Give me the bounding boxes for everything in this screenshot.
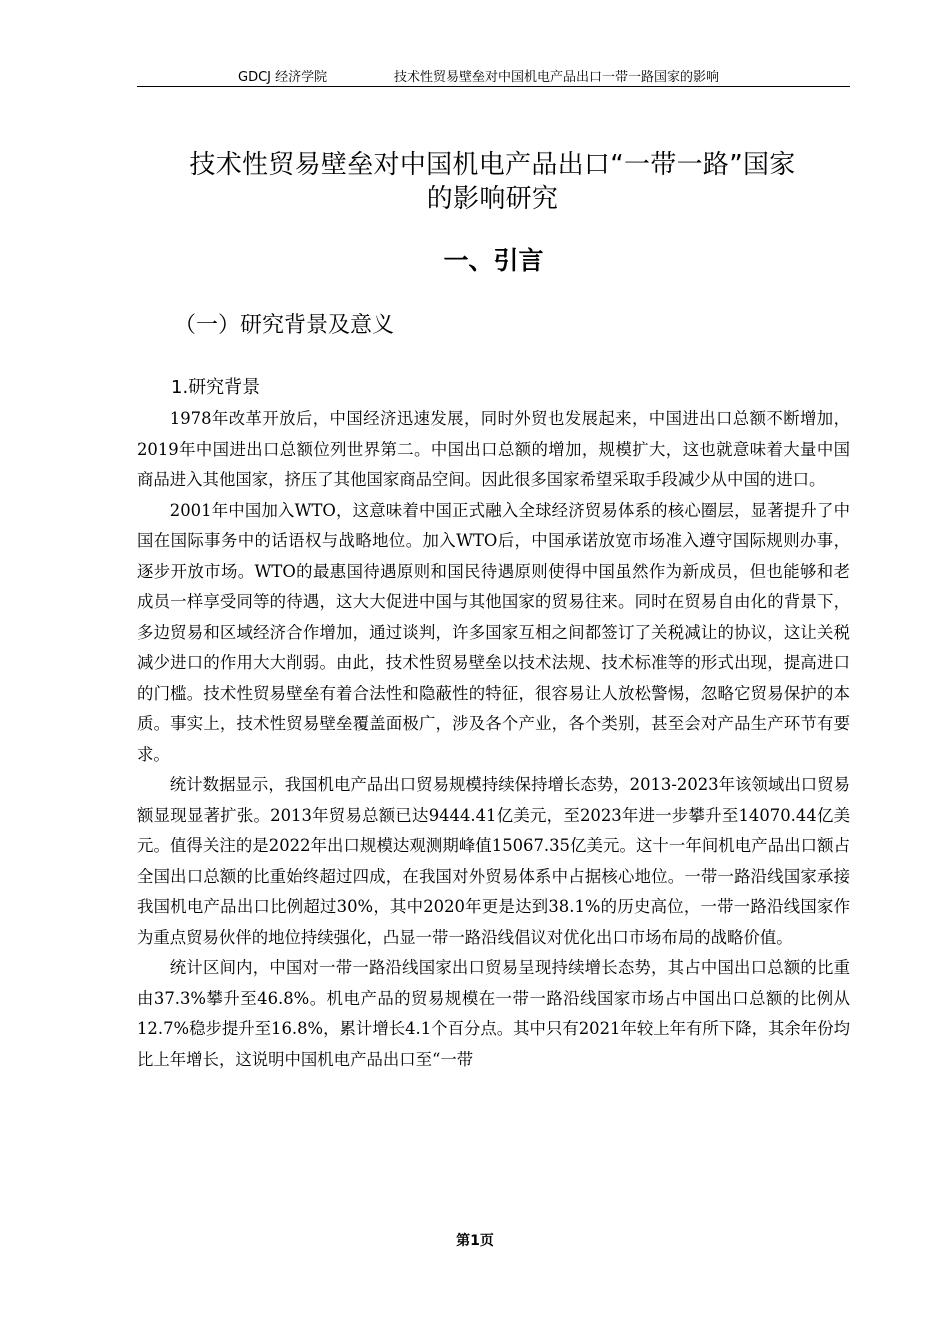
header-school-name: GDCJ 经济学院 <box>238 70 328 85</box>
header-running-title: 技术性贸易壁垒对中国机电产品出口一带一路国家的影响 <box>394 70 720 85</box>
paragraph: 统计区间内，中国对一带一路沿线国家出口贸易呈现持续增长态势，其占中国出口总额的比重由37.3%攀升至46.8%。机电产品的贸易规模在一带一路沿线国家市场占中国出口总额的比例从12.7%稳步提升至16.8%，累计增长4.1个百分点。其中只有2021年较上年有所下降，其余年份均比上年增长，这说明中国机电产品出口至“一带 <box>137 958 850 1069</box>
sub-subsection-heading: 1.研究背景 <box>171 377 261 398</box>
page-header <box>137 66 850 87</box>
paragraph: 2001年中国加入WTO，这意味着中国正式融入全球经济贸易体系的核心圈层，显著提升了中国在国际事务中的话语权与战略地位。加入WTO后，中国承诺放宽市场准入遵守国际规则办事，逐步开放市场。WTO的最惠国待遇原则和国民待遇原则使得中国虽然作为新成员，但也能够和老成员一样享受同等的待遇，这大大促进中国与其他国家的贸易往来。同时在贸易自由化的背景下，多边贸易和区域经济合作增加，通过谈判，许多国家互相之间都签订了关税减让的协议，这让关税减少进口的作用大大削弱。由此，技术性贸易壁垒以技术法规、技术标准等的形式出现，提高进口的门槛。技术性贸易壁垒有着合法性和隐蔽性的特征，很容易让人放松警惕，忽略它贸易保护的本质。事实上，技术性贸易壁垒覆盖面极广，涉及各个产业，各个类别，甚至会对产品生产环节有要求。 <box>137 500 850 764</box>
document-title <box>120 148 865 216</box>
title-line-2: 的影响研究 <box>426 184 559 214</box>
subsection-heading: （一）研究背景及意义 <box>174 313 395 338</box>
title-line-1: 技术性贸易壁垒对中国机电产品出口“一带一路”国家 <box>189 150 796 180</box>
paragraph: 统计数据显示，我国机电产品出口贸易规模持续保持增长态势，2013-2023年该领域出口贸易额显现显著扩张。2013年贸易总额已达9444.41亿美元，至2023年进一步攀升至14070.44亿美元。值得关注的是2022年出口规模达观测期峰值15067.35亿美元。这十一年间机电产品出口额占全国出口总额的比重始终超过四成，在我国对外贸易体系中占据核心地位。一带一路沿线国家承接我国机电产品出口比例超过30%，其中2020年更是达到38.1%的历史高位，一带一路沿线国家作为重点贸易伙伴的地位持续强化，凸显一带一路沿线倡议对优化出口市场布局的战略价值。 <box>137 775 850 947</box>
section-heading: 一、引言 <box>443 246 544 275</box>
body-text <box>137 404 850 1075</box>
paragraph: 1978年改革开放后，中国经济迅速发展，同时外贸也发展起来，中国进出口总额不断增加，2019年中国进出口总额位列世界第二。中国出口总额的增加，规模扩大，这也就意味着大量中国商品进入其他国家，挤压了其他国家商品空间。因此很多国家希望采取手段减少从中国的进口。 <box>137 409 850 489</box>
page-number: 第1页 <box>456 1233 494 1249</box>
